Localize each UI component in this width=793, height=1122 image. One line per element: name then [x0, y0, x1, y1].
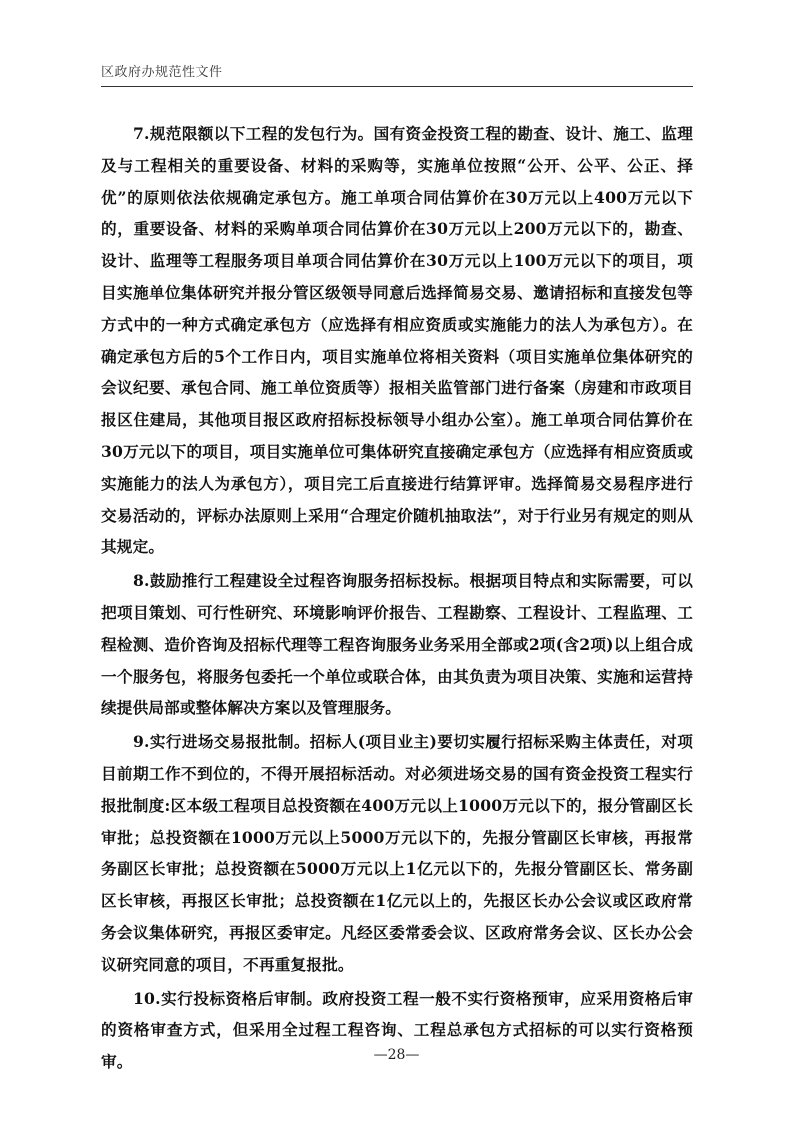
page-header [101, 64, 693, 87]
document-body [101, 118, 693, 1080]
paragraph-9: 9.实行进场交易报批制。招标人(项目业主)要切实履行招标采购主体责任，对项目前期工作不到位的，不得开展招标活动。对必须进场交易的国有资金投资工程实行报批制度:区本级工程项目总投资额在400万元以上1000万元以下的，报分管副区长审批；总投资额在1000万元以上5000万元以下的，先报分管副区长审核，再报常务副区长审批；总投资额在5000万元以上1亿元以下的，先报分管副区长、常务副区长审核，再报区长审批；总投资额在1亿元以上的，先报区长办公会议或区政府常务会议集体研究，再报区委审定。凡经区委常委会议、区政府常务会议、区长办公会议研究同意的项目，不再重复报批。 [101, 732, 693, 974]
header-title: 区政府办规范性文件 [101, 65, 223, 80]
paragraph-7: 7.规范限额以下工程的发包行为。国有资金投资工程的勘查、设计、施工、监理及与工程相关的重要设备、材料的采购等，实施单位按照“公开、公平、公正、择优”的原则依法依规确定承包方。施工单项合同估算价在30万元以上400万元以下的，重要设备、材料的采购单项合同估算价在30万元以上200万元以下的，勘查、设计、监理等工程服务项目单项合同估算价在30万元以上100万元以下的项目，项目实施单位集体研究并报分管区级领导同意后选择简易交易、邀请招标和直接发包等方式中的一种方式确定承包方（应选择有相应资质或实施能力的法人为承包方）。在确定承包方后的5个工作日内，项目实施单位将相关资料（项目实施单位集体研究的会议纪要、承包合同、施工单位资质等）报相关监管部门进行备案（房建和市政项目报区住建局，其他项目报区政府招标投标领导小组办公室）。施工单项合同估算价在30万元以下的项目，项目实施单位可集体研究直接确定承包方（应选择有相应资质或实施能力的法人为承包方），项目完工后直接进行结算评审。选择简易交易程序进行交易活动的，评标办法原则上采用“合理定价随机抽取法”，对于行业另有规定的则从其规定。 [101, 124, 693, 557]
paragraph-10: 10.实行投标资格后审制。政府投资工程一般不实行资格预审，应采用资格后审的资格审查方式，但采用全过程工程咨询、工程总承包方式招标的可以实行资格预审。 [101, 988, 693, 1072]
paragraph-8: 8.鼓励推行工程建设全过程咨询服务招标投标。根据项目特点和实际需要，可以把项目策划、可行性研究、环境影响评价报告、工程勘察、工程设计、工程监理、工程检测、造价咨询及招标代理等工程咨询服务业务采用全部或2项(含2项)以上组合成一个服务包，将服务包委托一个单位或联合体，由其负责为项目决策、实施和运营持续提供局部或整体解决方案以及管理服务。 [101, 571, 693, 718]
page-number: —28— [373, 1047, 420, 1063]
